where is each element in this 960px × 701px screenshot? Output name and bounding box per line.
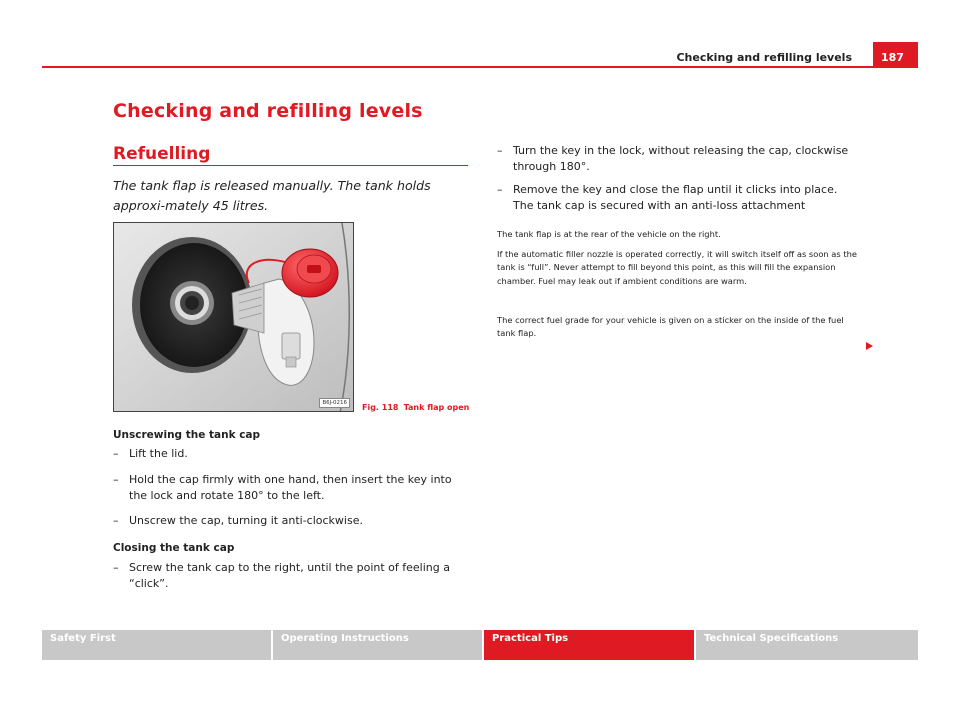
step-dash: – [497,144,503,157]
step-dash: – [497,183,503,196]
footer-nav [42,630,918,660]
step-dash: – [113,447,119,460]
closing-step [113,560,458,592]
figure-caption-text: Tank flap open [403,403,470,412]
header-rule [42,66,918,68]
step-dash: – [113,473,119,486]
tab-practical-tips[interactable]: Practical Tips [484,630,694,660]
tab-safety-first[interactable]: Safety First [42,630,271,660]
unscrewing-step [113,472,473,504]
tank-flap-drawing [114,223,354,412]
step-dash: – [113,514,119,527]
unscrewing-heading: Unscrewing the tank cap [113,429,261,441]
page-number-badge: 187 [873,42,918,67]
note-paragraph: If the automatic filler nozzle is operated correctly, it will switch itself off as soon as the tank is “full”. Never attempt to fill beyond this point, as this will fill the expansion chamber. Fuel may leak out if ambient conditions are warm. [497,249,857,286]
note-paragraph: The tank flap is at the rear of the vehicle on the right. [497,229,721,239]
closing-step [497,182,852,214]
step-text: Screw the tank cap to the right, until the point of feeling a “click”. [129,561,450,590]
page-title: Checking and refilling levels [113,100,423,122]
running-header-title: Checking and refilling levels [676,51,852,64]
closing-step [497,143,852,175]
step-text: Lift the lid. [129,447,188,460]
right-triangle-arrow-icon [866,342,873,350]
step-text: Hold the cap firmly with one hand, then insert the key into the lock and rotate 180° to the left. [129,473,452,502]
tank-flap-illustration [113,222,354,412]
closing-heading: Closing the tank cap [113,542,235,554]
unscrewing-step [113,446,473,462]
step-dash: – [113,561,119,574]
unscrewing-step [113,513,473,529]
tab-technical-specifications[interactable]: Technical Specifications [696,630,918,660]
section-rule [113,165,468,166]
section-intro: The tank flap is released manually. The tank holds approxi-mately 45 litres. [113,178,431,213]
figure-code: B6J-0216 [319,398,350,408]
step-text: Remove the key and close the flap until it clicks into place. The tank cap is secured with an anti-loss attachment [513,183,838,212]
section-title: Refuelling [113,144,211,164]
step-text: Unscrew the cap, turning it anti-clockwise. [129,514,363,527]
note-paragraph: The correct fuel grade for your vehicle is given on a sticker on the inside of the fuel tank flap. [497,315,844,339]
step-text: Turn the key in the lock, without releasing the cap, clockwise through 180°. [513,144,849,173]
tab-operating-instructions[interactable]: Operating Instructions [273,630,482,660]
figure-caption [362,403,469,412]
figure-caption-label: Fig. 118 [362,403,399,412]
